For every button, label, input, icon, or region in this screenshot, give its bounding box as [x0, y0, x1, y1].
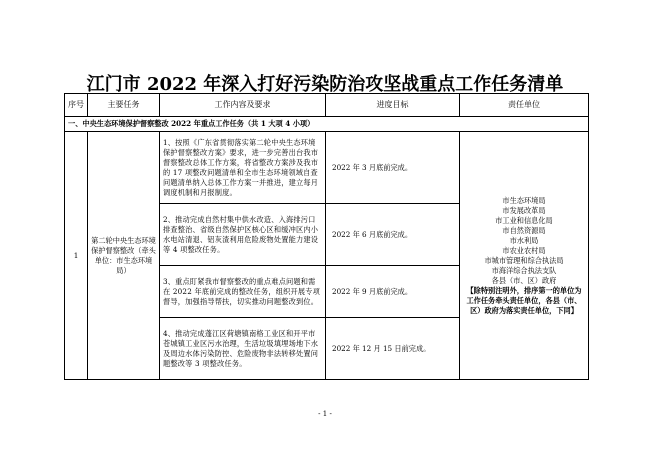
target-item-2: 2022 年 6 月底前完成。 — [326, 204, 460, 266]
responsible-unit: 市海洋综合执法支队 — [491, 265, 557, 275]
table-header-row — [65, 94, 589, 117]
page-number: - 1 - — [318, 410, 332, 418]
page-title: 江门市 2022 年深入打好污染防治攻坚战重点工作任务清单 — [86, 74, 564, 95]
content-item-1: 1、按照《广东省贯彻落实第二轮中央生态环境保护督察整改方案》要求，进一步完善出台我市督察整改总体工作方案，将省整改方案涉及我市的 17 项整改问题清单和全市生态环境领域自查问题清单纳入总体工作方案一并推进，建立每月调度机制和月报制度。 — [160, 132, 326, 204]
responsible-unit: 市工业和信息化局 — [495, 215, 553, 225]
header-seq: 序号 — [65, 94, 88, 117]
target-item-3: 2022 年 9 月底前完成。 — [326, 266, 460, 318]
responsible-unit: 市发展改革局 — [502, 205, 546, 215]
section-row — [65, 117, 589, 132]
responsible-note: 【除特别注明外，排序第一的单位为工作任务牵头责任单位，各县（市、区）政府为落实责任单位，下同】 — [466, 285, 582, 315]
row-task: 第二轮中央生态环境保护督察整改（牵头单位：市生态环境局） — [88, 132, 160, 380]
target-item-1: 2022 年 3 月底前完成。 — [326, 132, 460, 204]
header-target: 进度目标 — [326, 94, 460, 117]
content-item-4: 4、推动完成蓬江区荷塘镇南格工业区和开平市苍城镇工业区污水治理，生活垃圾填埋场地下水及周边水体污染防控、危险废物非法转移处置问题整改等 3 项整改任务。 — [160, 318, 326, 380]
content-item-2: 2、推动完成自然村集中供水改造、入海排污口排查整治、省级自然保护区核心区和缓冲区内小水电站清退、铝灰渣利用危险废物处置能力建设等 4 项整改任务。 — [160, 204, 326, 266]
header-responsible: 责任单位 — [460, 94, 589, 117]
content-item-3: 3、重点盯紧我市督察整改的重点难点问题和需在 2022 年底前完成的整改任务，组织开展专项督导，加强指导帮扶，切实推动问题整改到位。 — [160, 266, 326, 318]
target-item-4: 2022 年 12 月 15 日前完成。 — [326, 318, 460, 380]
table-row — [65, 132, 589, 204]
responsible-unit: 各县（市、区）政府 — [491, 275, 557, 285]
task-table — [64, 93, 589, 380]
responsible-unit: 市水利局 — [509, 235, 539, 245]
responsible-unit: 市农业农村局 — [502, 245, 546, 255]
row-seq: 1 — [65, 132, 88, 380]
responsible-units — [460, 132, 589, 380]
header-content: 工作内容及要求 — [160, 94, 326, 117]
header-task: 主要任务 — [88, 94, 160, 117]
responsible-unit: 市生态环境局 — [502, 195, 546, 205]
section-title: 一、中央生态环境保护督察整改 2022 年重点工作任务（共 1 大项 4 小项） — [65, 117, 589, 132]
responsible-unit: 市自然资源局 — [502, 225, 546, 235]
responsible-unit: 市城市管理和综合执法局 — [484, 255, 564, 265]
